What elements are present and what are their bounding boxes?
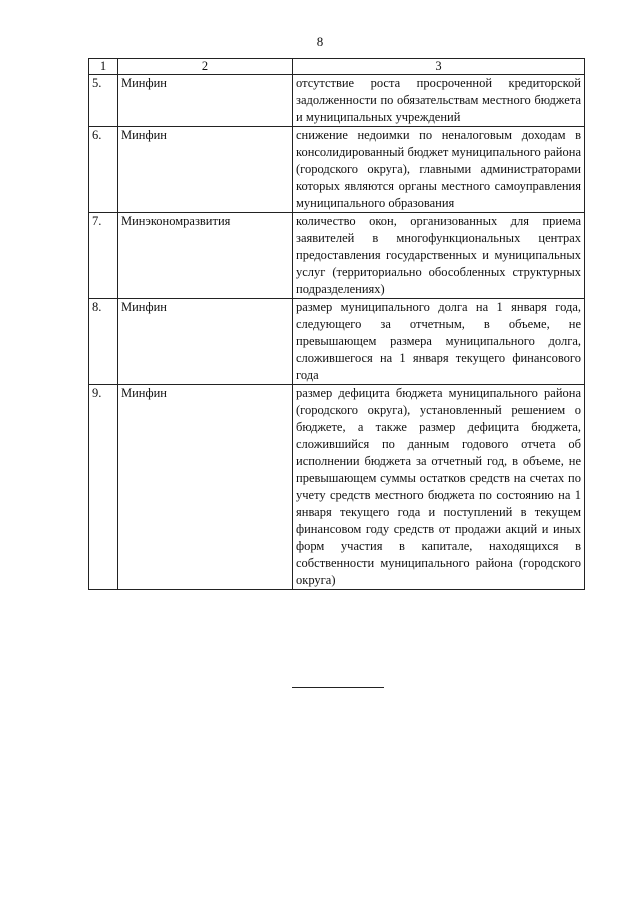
- responsible-body: Минфин: [118, 299, 293, 385]
- row-number: 8.: [89, 299, 118, 385]
- table-header-row: [89, 59, 585, 75]
- closing-divider: [292, 687, 384, 688]
- indicator-description: отсутствие роста просроченной кредиторской задолженности по обязательствам местного бюджета и муниципальных учреждений: [293, 75, 585, 127]
- table-row: [89, 127, 585, 213]
- row-number: 7.: [89, 213, 118, 299]
- indicators-table: [88, 58, 585, 590]
- page-number: 8: [316, 34, 324, 49]
- table-row: [89, 75, 585, 127]
- table-row: [89, 385, 585, 590]
- table-row: [89, 213, 585, 299]
- row-number: 9.: [89, 385, 118, 590]
- column-header: 2: [118, 59, 293, 75]
- row-number: 5.: [89, 75, 118, 127]
- table-row: [89, 299, 585, 385]
- responsible-body: Минфин: [118, 127, 293, 213]
- responsible-body: Минфин: [118, 75, 293, 127]
- indicator-description: размер дефицита бюджета муниципального района (городского округа), установленный решением о бюджете, а также размер дефицита бюджета, сложившийся по данным годового отчета об исполнении бюджета за отчетный год, в объеме, не превышающем суммы остатков средств на счетах по учету средств местного бюджета по состоянию на 1 января текущего года и поступлений в текущем финансовом году средств от продажи акций и иных форм участия в капитале, находящихся в собственности муниципального района (городского округа): [293, 385, 585, 590]
- indicator-description: количество окон, организованных для приема заявителей в многофункциональных центрах предоставления государственных и муниципальных услуг (территориально обособленных структурных подразделениях): [293, 213, 585, 299]
- row-number: 6.: [89, 127, 118, 213]
- responsible-body: Минфин: [118, 385, 293, 590]
- indicator-description: размер муниципального долга на 1 января года, следующего за отчетным, в объеме, не превышающем размера муниципального долга, сложившегося на 1 января текущего финансового года: [293, 299, 585, 385]
- indicator-description: снижение недоимки по неналоговым доходам в консолидированный бюджет муниципального района (городского округа), главными администраторами которых являются органы местного самоуправления муниципального образования: [293, 127, 585, 213]
- column-header: 1: [89, 59, 118, 75]
- responsible-body: Минэкономразвития: [118, 213, 293, 299]
- column-header: 3: [293, 59, 585, 75]
